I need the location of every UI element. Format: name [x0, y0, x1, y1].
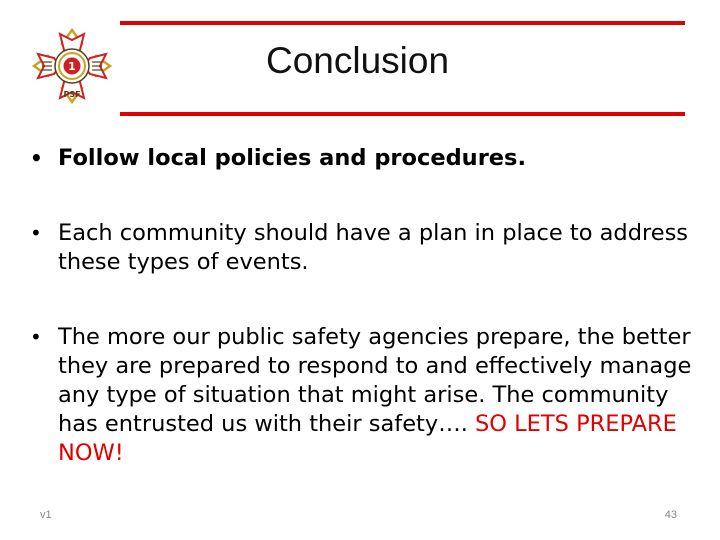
title-rule-bottom	[120, 112, 685, 116]
logo-bottom-text: PSF	[63, 90, 81, 99]
title-rule-top	[120, 21, 685, 25]
bullet-text: Each community should have a plan in place to address these types of events.	[58, 220, 689, 275]
footer-version: v1	[40, 509, 52, 521]
bullet-text: Follow local policies and procedures.	[58, 145, 526, 171]
bullet-item	[30, 219, 698, 277]
bullet-icon: •	[30, 221, 42, 245]
slide-title: Conclusion	[265, 40, 450, 81]
logo-center-number: 1	[68, 60, 76, 73]
footer-page-number: 43	[664, 509, 677, 521]
bullet-icon: •	[30, 325, 42, 349]
bullet-text: The more our public safety agencies prepare, the better they are prepared to respond to and effectively manage any type of situation that might arise. The community has entrusted us with their safety….	[58, 324, 692, 437]
maltese-cross-logo	[30, 26, 114, 106]
bullet-item	[30, 144, 698, 173]
bullet-emphasis-text: SO LETS PREPARE NOW!	[58, 411, 677, 466]
bullet-item	[30, 323, 698, 468]
bullet-icon: •	[30, 146, 43, 170]
bullet-list	[30, 140, 698, 468]
